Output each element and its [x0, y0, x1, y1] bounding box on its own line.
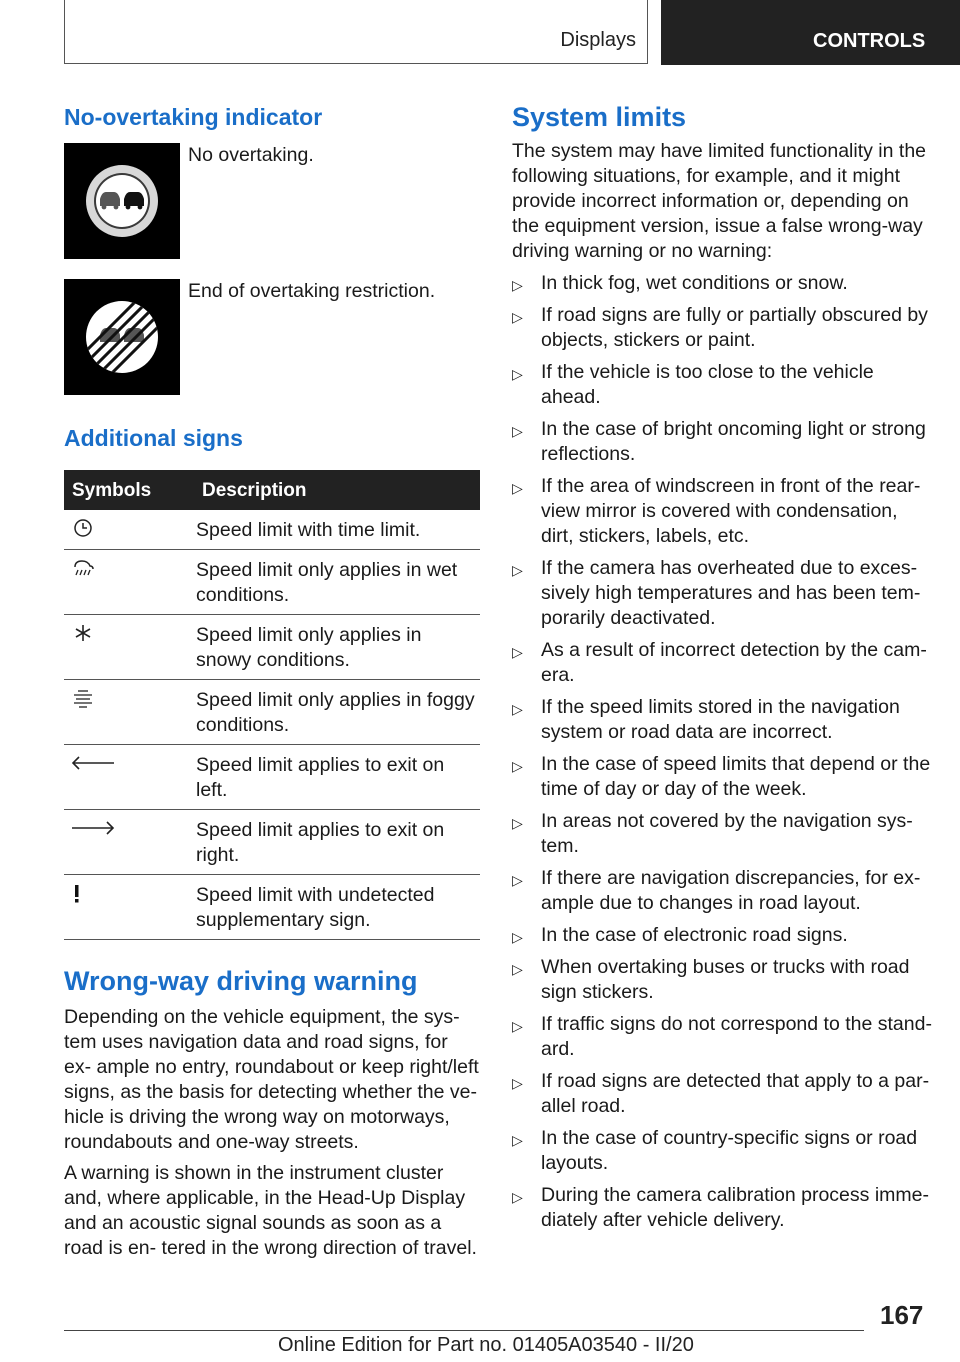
- wrong-way-paragraph-1: Depending on the vehicle equipment, the sys- tem uses navigation data and road signs, for ex- ample no entry, roundabout or keep right/left signs, as the basis for detecting whether the ve- hicle is driving the wrong way on motorways, roundabouts and one-way streets.: [64, 1006, 479, 1153]
- bullet-triangle-icon: ▷: [512, 277, 523, 293]
- row-description: Speed limit applies to exit on right.: [188, 810, 480, 875]
- rain-icon: [70, 558, 96, 578]
- row-description: Speed limit with undetected supplementary sign.: [188, 875, 480, 940]
- table-row: [64, 875, 480, 940]
- bullet-triangle-icon: ▷: [512, 309, 523, 325]
- list-item: ▷ In the case of bright oncoming light or strong reflections.: [512, 418, 926, 465]
- list-item: ▷ If traffic signs do not correspond to the stand- ard.: [512, 1013, 932, 1060]
- list-item: ▷ In the case of speed limits that depend or the time of day or day of the week.: [512, 753, 931, 800]
- list-item: ▷ In thick fog, wet conditions or snow.: [512, 271, 932, 296]
- wrong-way-paragraph-2: A warning is shown in the instrument cluster and, where applicable, in the Head-Up Display and an acoustic signal sounds as soon as a road is en- tered in the wrong direction of travel.: [64, 1162, 477, 1259]
- end-overtaking-sign-icon: [64, 279, 180, 395]
- bullet-triangle-icon: ▷: [512, 644, 523, 660]
- list-item: ▷ As a result of incorrect detection by the cam- era.: [512, 639, 927, 686]
- no-overtaking-sign-icon: [64, 143, 180, 259]
- additional-signs-heading: Additional signs: [64, 425, 243, 451]
- footer-divider: [64, 1330, 864, 1331]
- end-overtaking-text: End of overtaking restriction.: [188, 280, 436, 302]
- table-row: [64, 615, 480, 680]
- list-item: ▷ In the case of country-specific signs or road layouts.: [512, 1127, 918, 1174]
- list-item: ▷ When overtaking buses or trucks with road sign stickers.: [512, 956, 910, 1003]
- list-item: ▷ If the camera has overheated due to exces- sively high temperatures and has been tem- porarily deactivated.: [512, 557, 921, 629]
- bullet-triangle-icon: ▷: [512, 815, 523, 831]
- section-title: Displays: [560, 29, 636, 51]
- list-item: ▷ During the camera calibration process imme- diately after vehicle delivery.: [512, 1184, 929, 1231]
- list-item: ▷ If the vehicle is too close to the vehicle ahead.: [512, 361, 874, 408]
- bullet-triangle-icon: ▷: [512, 929, 523, 945]
- sign-row-no-overtaking: [64, 143, 480, 259]
- bullet-triangle-icon: ▷: [512, 872, 523, 888]
- system-limits-list: [512, 271, 932, 1233]
- row-description: Speed limit only applies in foggy conditions.: [188, 680, 480, 745]
- chapter-tab: [661, 0, 960, 65]
- col-description: Description: [188, 470, 480, 510]
- list-item: ▷ If road signs are detected that apply to a par- allel road.: [512, 1070, 930, 1117]
- edition-text: Online Edition for Part no. 01405A03540 - II/20: [278, 1334, 694, 1356]
- bullet-triangle-icon: ▷: [512, 562, 523, 578]
- exclamation-icon: [70, 883, 84, 905]
- wrong-way-heading: Wrong-way driving warning: [64, 966, 418, 996]
- list-item: ▷ If there are navigation discrepancies, for ex- ample due to changes in road layout.: [512, 867, 921, 914]
- table-row: [64, 550, 480, 615]
- row-description: Speed limit with time limit.: [188, 510, 480, 550]
- sign-row-end-overtaking: [64, 279, 480, 395]
- clock-icon: [70, 518, 96, 538]
- bullet-triangle-icon: ▷: [512, 758, 523, 774]
- row-description: Speed limit only applies in snowy conditions.: [188, 615, 480, 680]
- list-item: ▷ In areas not covered by the navigation sys- tem.: [512, 810, 913, 857]
- no-overtaking-text: No overtaking.: [188, 144, 314, 166]
- bullet-triangle-icon: ▷: [512, 1018, 523, 1034]
- table-row: [64, 680, 480, 745]
- page-number: 167: [880, 1300, 924, 1330]
- bullet-triangle-icon: ▷: [512, 1075, 523, 1091]
- chapter-label: CONTROLS: [813, 30, 926, 52]
- row-description: Speed limit applies to exit on left.: [188, 745, 480, 810]
- bullet-triangle-icon: ▷: [512, 1189, 523, 1205]
- bullet-triangle-icon: ▷: [512, 1132, 523, 1148]
- table-row: [64, 745, 480, 810]
- list-item: ▷ If the speed limits stored in the navigation system or road data are incorrect.: [512, 696, 900, 743]
- system-limits-intro: The system may have limited functionality in the following situations, for example, and it might provide incorrect information or, depending on the equipment version, issue a false wrong-way driving warning or no warning:: [512, 140, 927, 262]
- left-column: [64, 100, 480, 1261]
- arrow-right-icon: [70, 818, 116, 838]
- system-limits-heading: System limits: [512, 102, 687, 132]
- arrow-left-icon: [70, 753, 116, 773]
- bullet-triangle-icon: ▷: [512, 961, 523, 977]
- bullet-triangle-icon: ▷: [512, 366, 523, 382]
- bullet-triangle-icon: ▷: [512, 701, 523, 717]
- col-symbols: Symbols: [64, 470, 188, 510]
- list-item: ▷ If road signs are fully or partially obscured by objects, stickers or paint.: [512, 304, 928, 351]
- bullet-triangle-icon: ▷: [512, 423, 523, 439]
- bullet-triangle-icon: ▷: [512, 480, 523, 496]
- additional-signs-table: [64, 470, 480, 940]
- row-description: Speed limit only applies in wet conditions.: [188, 550, 480, 615]
- no-overtaking-heading: No-overtaking indicator: [64, 104, 323, 130]
- snowflake-icon: [70, 623, 96, 643]
- right-column: [512, 100, 932, 1233]
- table-row: [64, 810, 480, 875]
- list-item: ▷ In the case of electronic road signs.: [512, 923, 932, 948]
- list-item: ▷ If the area of windscreen in front of the rear- view mirror is covered with condensation, dirt, stickers, labels, etc.: [512, 475, 921, 547]
- table-row: [64, 510, 480, 550]
- fog-icon: [70, 688, 96, 708]
